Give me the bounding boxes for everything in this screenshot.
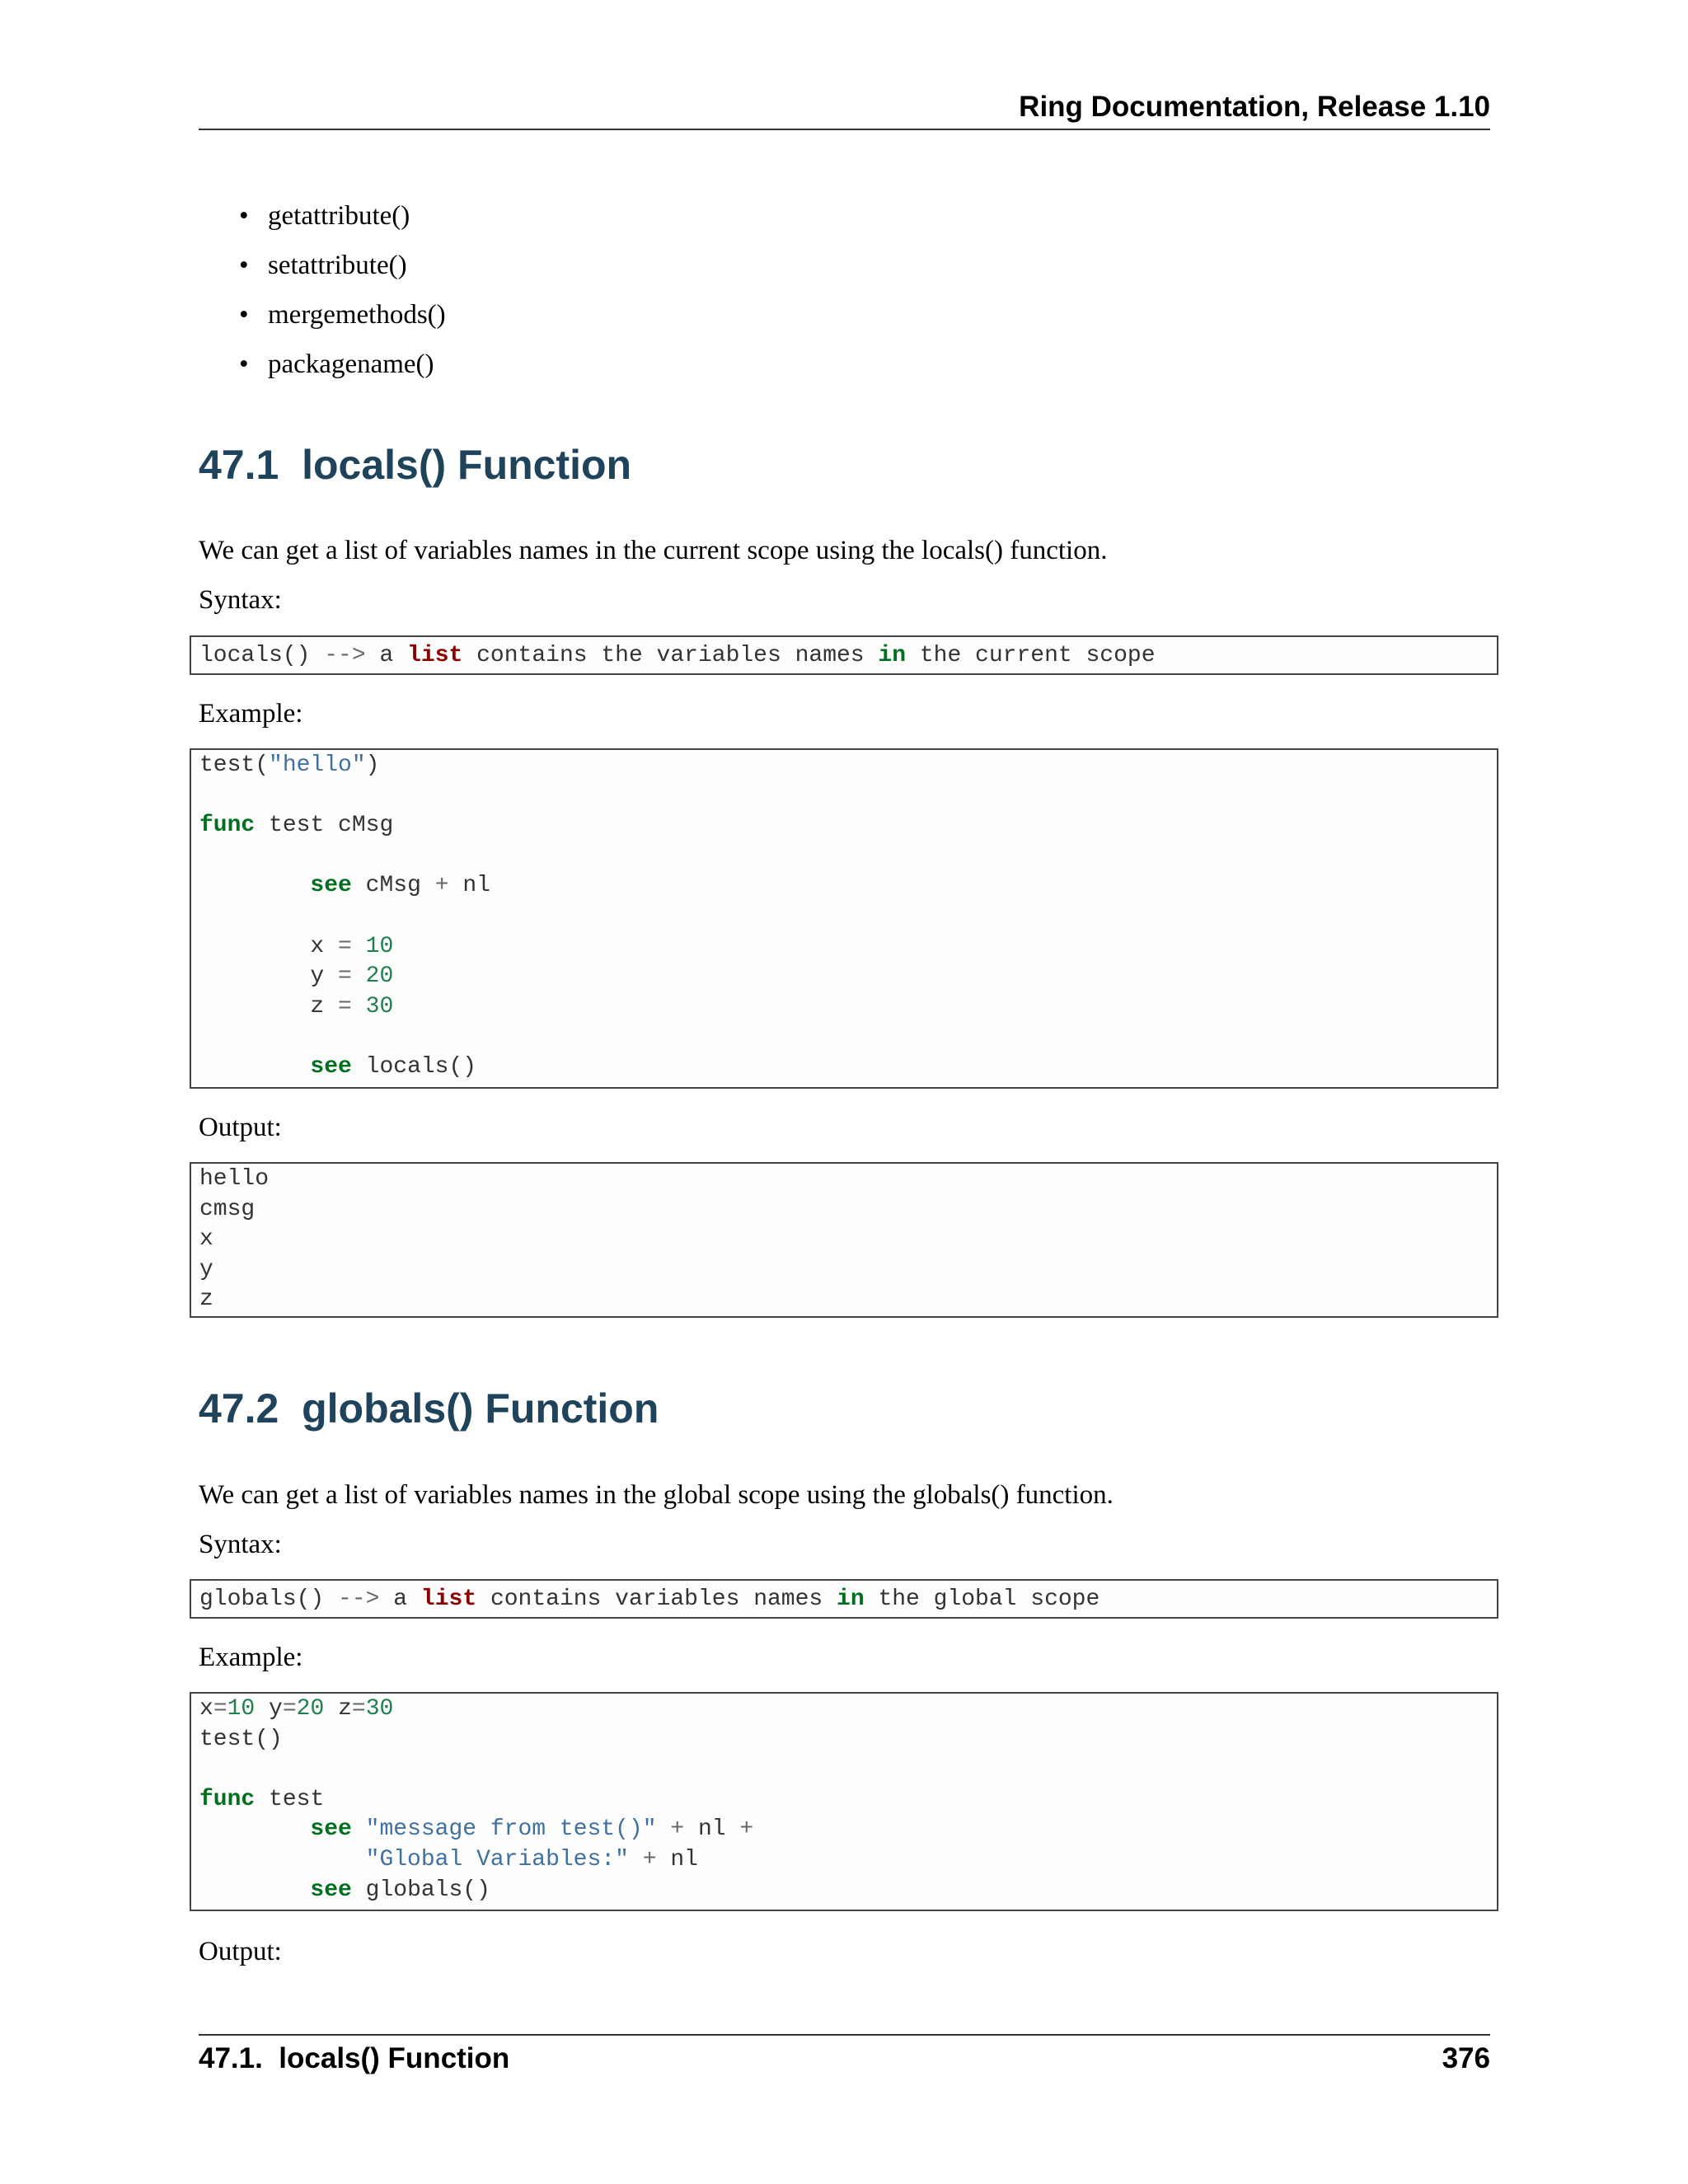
section-intro: We can get a list of variables names in the global scope using the globals() function. (199, 1480, 1114, 1510)
syntax-code-block: globals() --> a list contains variables names in the global scope (190, 1579, 1498, 1619)
section-heading-globals: 47.2 globals() Function (199, 1385, 659, 1432)
syntax-code-block: locals() --> a list contains the variables names in the current scope (190, 635, 1498, 675)
example-code-block: test("hello") func test cMsg see cMsg + nl x = 10 y = 20 z = 30 see locals() (190, 748, 1498, 1089)
output-code-block: hello cmsg x y z (190, 1162, 1498, 1318)
function-bullet-list (239, 198, 446, 396)
footer-rule (199, 2034, 1490, 2036)
bullet-icon: • (239, 201, 249, 231)
section-intro: We can get a list of variables names in the current scope using the locals() function. (199, 536, 1108, 565)
bullet-icon: • (239, 300, 249, 330)
bullet-icon: • (239, 349, 249, 379)
page-number: 376 (1442, 2042, 1490, 2074)
example-label: Example: (199, 1643, 303, 1672)
list-item: • setattribute() (239, 247, 446, 297)
footer-section-title: 47.1. locals() Function (199, 2042, 510, 2074)
example-code-block: x=10 y=20 z=30 test() func test see "message from test()" + nl + "Global Variables:" + nl see globals() (190, 1692, 1498, 1911)
syntax-label: Syntax: (199, 1530, 282, 1559)
running-header: Ring Documentation, Release 1.10 (1019, 91, 1490, 123)
output-label: Output: (199, 1937, 282, 1966)
section-heading-locals: 47.1 locals() Function (199, 442, 632, 488)
list-item: • getattribute() (239, 198, 446, 247)
output-label: Output: (199, 1113, 282, 1142)
list-item: • packagename() (239, 346, 446, 396)
list-item: • mergemethods() (239, 297, 446, 346)
example-label: Example: (199, 699, 303, 729)
bullet-icon: • (239, 251, 249, 280)
syntax-label: Syntax: (199, 585, 282, 615)
header-rule (199, 129, 1490, 130)
